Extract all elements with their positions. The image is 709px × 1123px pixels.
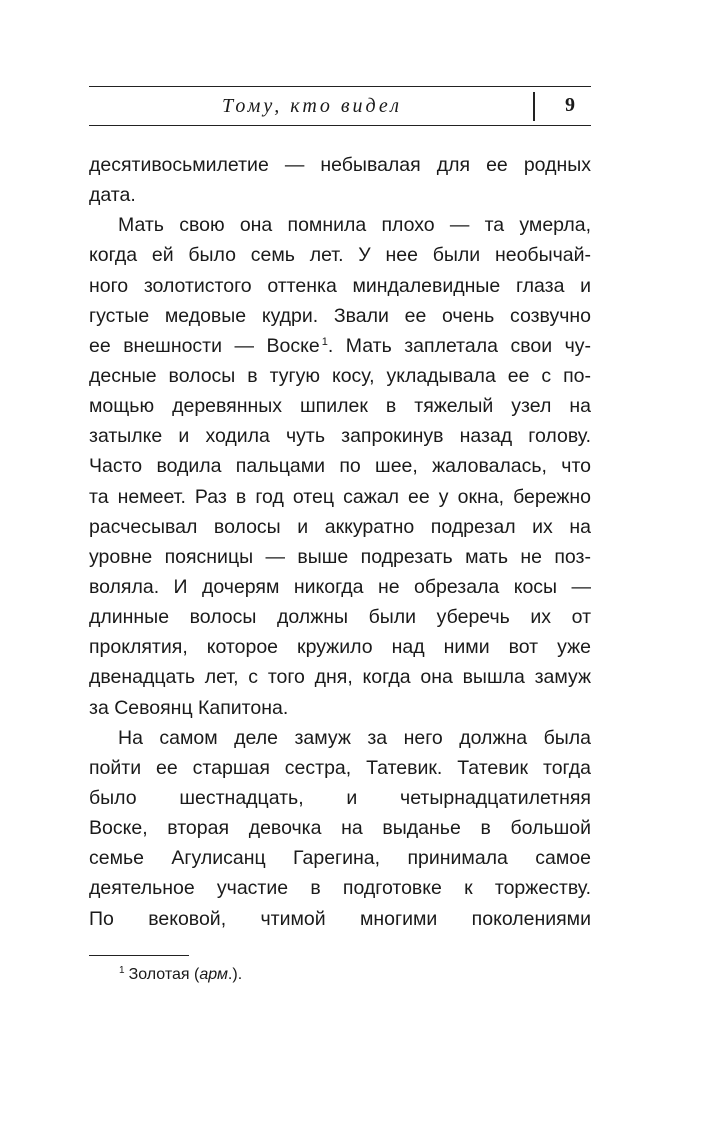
text-line: На самом деле замуж за него должна была: [118, 726, 591, 749]
paragraph: [89, 150, 591, 210]
paragraph: [89, 210, 591, 722]
footnote-text: .).: [227, 966, 243, 983]
text-line-with-footnote: [89, 331, 591, 361]
header-divider: [533, 92, 535, 121]
text-line: ного золотистого оттенка миндалевидные глаза и: [89, 274, 591, 297]
footnote: [119, 966, 242, 984]
text-line: мощью деревянных шпилек в тяжелый узел на: [89, 395, 591, 418]
page-number: 9: [565, 94, 575, 116]
text-fragment: . Мать заплетала свои чу-: [327, 334, 591, 357]
text-line: та немеет. Раз в год отец сажал ее у окна, бережно: [89, 485, 591, 508]
text-line: деятельное участие в подготовке к торжеству.: [89, 877, 591, 900]
text-line: Мать свою она помнила плохо — та умерла,: [118, 214, 591, 237]
footnote-italic-text: арм: [199, 966, 228, 983]
text-line: уровне поясницы — выше подрезать мать не поз-: [89, 545, 591, 568]
text-line: густые медовые кудри. Звали ее очень созвучно: [89, 304, 591, 327]
text-line: за Севоянц Капитона.: [89, 696, 289, 719]
running-title: Тому, кто видел: [222, 95, 402, 117]
text-line: длинные волосы должны были уберечь их от: [89, 606, 591, 629]
text-line: По вековой, чтимой многими поколениями: [89, 907, 591, 930]
text-line: семье Агулисанц Гарегина, принимала самое: [89, 847, 591, 870]
text-line: десятивосьмилетие — небывалая для ее родных: [89, 154, 591, 176]
text-line: было шестнадцать, и четырнадцатилетняя: [89, 786, 591, 809]
text-line: двенадцать лет, с того дня, когда она вышла замуж: [89, 666, 591, 689]
text-line: Часто водила пальцами по шее, жаловалась, что: [89, 455, 591, 478]
text-line: Воске, вторая девочка на выданье в большой: [89, 817, 591, 840]
text-line: затылке и ходила чуть запрокинув назад голову.: [89, 425, 591, 448]
running-header: [89, 86, 591, 126]
text-line: дата.: [89, 184, 136, 207]
footnote-rule: [89, 955, 189, 956]
body-text: [89, 150, 591, 934]
text-line: пойти ее старшая сестра, Татевик. Татевик тогда: [89, 756, 591, 779]
paragraph: [89, 723, 591, 934]
footnote-number: 1: [119, 965, 125, 976]
text-line: расчесывал волосы и аккуратно подрезал их на: [89, 515, 591, 538]
footnote-text: Золотая (: [128, 966, 200, 983]
text-line: десные волосы в тугую косу, укладывала ее с по-: [89, 364, 591, 387]
text-fragment: ее внешности — Воске: [89, 334, 320, 357]
text-line: когда ей было семь лет. У нее были необычай-: [89, 244, 591, 267]
text-line: проклятия, которое кружило над ними вот уже: [89, 636, 591, 659]
footnote-reference[interactable]: 1: [321, 335, 328, 348]
text-line: воляла. И дочерям никогда не обрезала косы —: [89, 575, 591, 598]
